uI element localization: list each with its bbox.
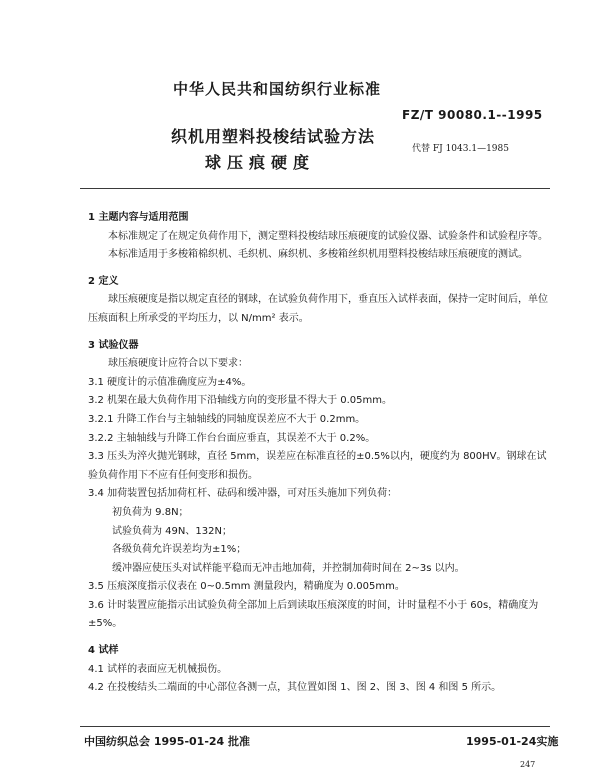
clause-item: 各级负荷允许误差均为±1%； xyxy=(112,544,247,556)
page-number: 247 xyxy=(520,760,536,769)
clause: 4.1 试样的表面应无机械损伤。 xyxy=(88,663,228,675)
document-body xyxy=(88,209,548,698)
section-heading: 1 主题内容与适用范围 xyxy=(88,212,189,223)
document-subtitle: 球压痕硬度 xyxy=(205,153,316,172)
clause: 3.2.1 升降工作台与主轴轴线的同轴度误差应不大于 0.2mm。 xyxy=(88,413,366,425)
paragraph: 球压痕硬度计应符合以下要求： xyxy=(108,358,248,370)
section-heading: 2 定义 xyxy=(88,275,119,287)
clause: 4.2 在投梭结头二端面的中心部位各测一点，其位置如图 1、图 2、图 3、图 4 和图 5 所示。 xyxy=(88,682,502,694)
clause: 3.4 加荷装置包括加荷杠杆、砝码和缓冲器，可对压头施加下列负荷： xyxy=(88,488,398,500)
clause: 3.2 机架在最大负荷作用下沿轴线方向的变形量不得大于 0.05mm。 xyxy=(88,395,393,407)
paragraph: 本标准规定了在规定负荷作用下，测定塑料投梭结球压痕硬度的试验仪器、试验条件和试验程序等。 xyxy=(108,230,548,242)
effective-date: 1995-01-24实施 xyxy=(466,735,559,748)
paragraph: 本标准适用于多梭箱棉织机、毛织机、麻织机、多梭箱丝织机用塑料投梭结球压痕硬度的测试。 xyxy=(108,249,528,261)
header-divider xyxy=(80,188,550,189)
footer-divider xyxy=(80,726,550,727)
clause: 3.1 硬度计的示值准确度应为±4%。 xyxy=(88,376,252,388)
section-heading: 4 试样 xyxy=(88,645,119,657)
approval-date: 中国纺织总会 1995-01-24 批准 xyxy=(84,735,251,748)
paragraph: 球压痕硬度是指以规定直径的钢球，在试验负荷作用下，垂直压入试样表面，保持一定时间后，单位压痕面积上所承受的平均压力，以 N/mm² 表示。 xyxy=(88,294,548,324)
replaces-standard: 代替 FJ 1043.1—1985 xyxy=(412,144,509,154)
clause-item: 试验负荷为 49N、132N； xyxy=(112,525,232,537)
document-title: 织机用塑料投梭结试验方法 xyxy=(171,127,376,146)
clause: 3.3 压头为淬火抛光钢球，直径 5mm，误差应在标准直径的±0.5%以内，硬度约为 800HV。钢球在试验负荷作用下不应有任何变形和损伤。 xyxy=(88,451,547,481)
clause: 3.6 计时装置应能指示出试验负荷全部加上后到读取压痕深度的时间，计时量程不小于 60s，精确度为±5%。 xyxy=(88,599,539,630)
clause: 3.5 压痕深度指示仪表在 0~0.5mm 测量段内，精确度为 0.005mm。 xyxy=(88,581,405,593)
issuing-organization: 中华人民共和国纺织行业标准 xyxy=(173,80,382,98)
section-heading: 3 试验仪器 xyxy=(88,339,139,351)
clause-item: 缓冲器应使压头对试样能平稳而无冲击地加荷，并控制加荷时间在 2~3s 以内。 xyxy=(112,562,465,574)
clause-item: 初负荷为 9.8N； xyxy=(112,506,189,518)
standard-number: FZ/T 90080.1--1995 xyxy=(402,108,543,122)
clause: 3.2.2 主轴轴线与升降工作台台面应垂直，其误差不大于 0.2%。 xyxy=(88,432,376,444)
